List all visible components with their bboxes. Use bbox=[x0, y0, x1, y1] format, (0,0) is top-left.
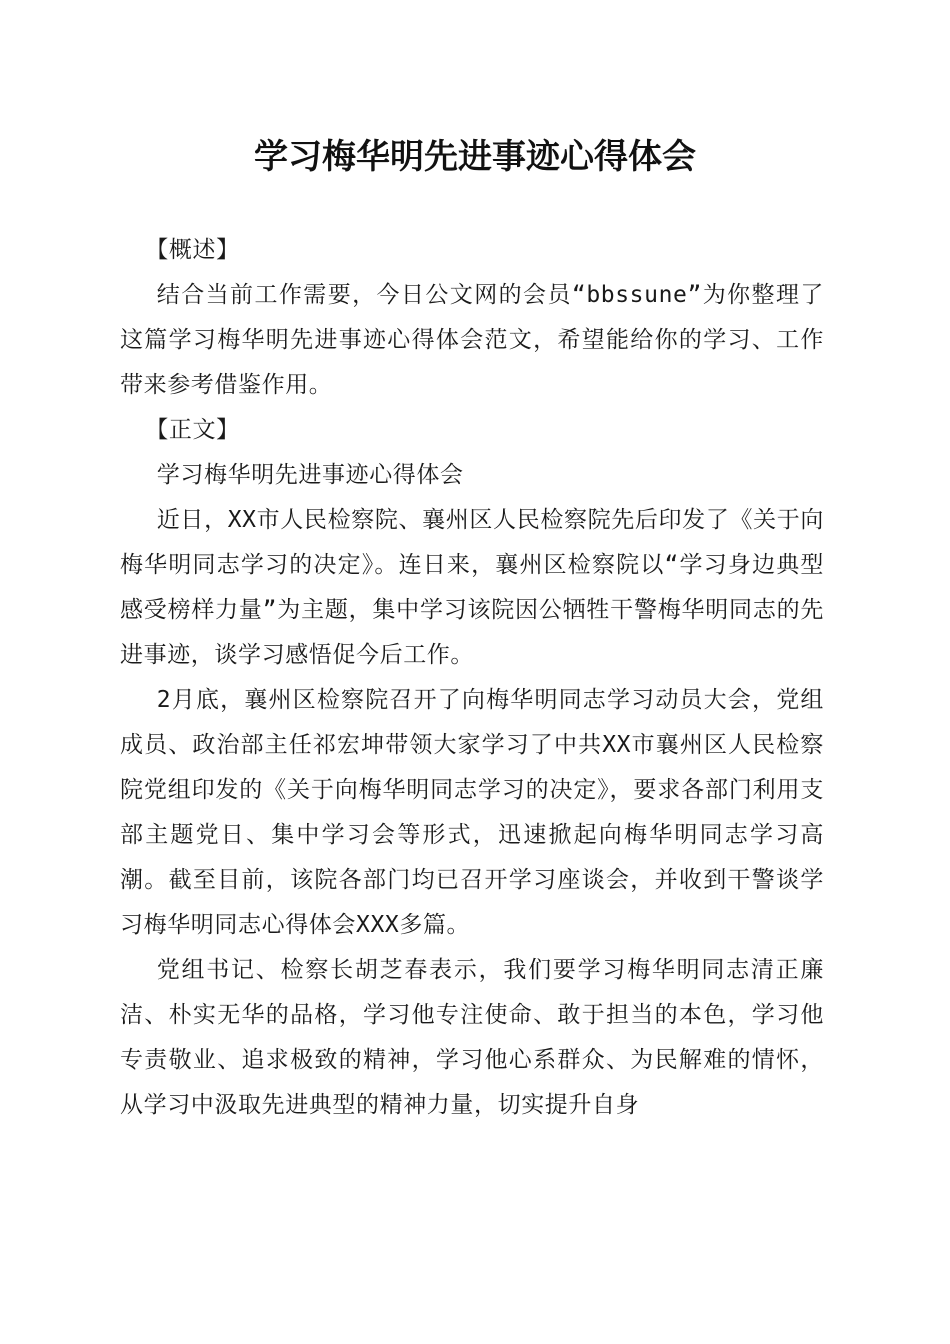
main-subtitle: 学习梅华明先进事迹心得体会 bbox=[156, 462, 464, 488]
document-title: 学习梅华明先进事迹心得体会 bbox=[254, 137, 696, 177]
overview-label: 【概述】 bbox=[145, 237, 240, 263]
body-paragraph-3: 党组书记、检察长胡芝春表示，我们要学习梅华明同志清正廉洁、朴实无华的品格，学习他专注使命、敢于担当的本色，学习他专责敬业、追求极致的精神，学习他心系群众、为民解难的情怀，从学习中汲取先进典型的精神力量，切实提升自身 bbox=[120, 957, 824, 1118]
overview-paragraph: 结合当前工作需要，今日公文网的会员“bbssune”为你整理了这篇学习梅华明先进事迹心得体会范文，希望能给你的学习、工作带来参考借鉴作用。 bbox=[120, 282, 824, 398]
document-body bbox=[120, 228, 824, 1128]
main-text-label: 【正文】 bbox=[145, 417, 240, 443]
body-paragraph-1: 近日，XX市人民检察院、襄州区人民检察院先后印发了《关于向梅华明同志学习的决定》。连日来，襄州区检察院以“学习身边典型感受榜样力量”为主题，集中学习该院因公牺牲干警梅华明同志的先进事迹，谈学习感悟促今后工作。 bbox=[120, 507, 824, 668]
body-paragraph-2: 2月底，襄州区检察院召开了向梅华明同志学习动员大会，党组成员、政治部主任祁宏坤带领大家学习了中共XX市襄州区人民检察院党组印发的《关于向梅华明同志学习的决定》，要求各部门利用支部主题党日、集中学习会等形式，迅速掀起向梅华明同志学习高潮。截至目前，该院各部门均已召开学习座谈会，并收到干警谈学习梅华明同志心得体会XXX多篇。 bbox=[120, 687, 824, 938]
